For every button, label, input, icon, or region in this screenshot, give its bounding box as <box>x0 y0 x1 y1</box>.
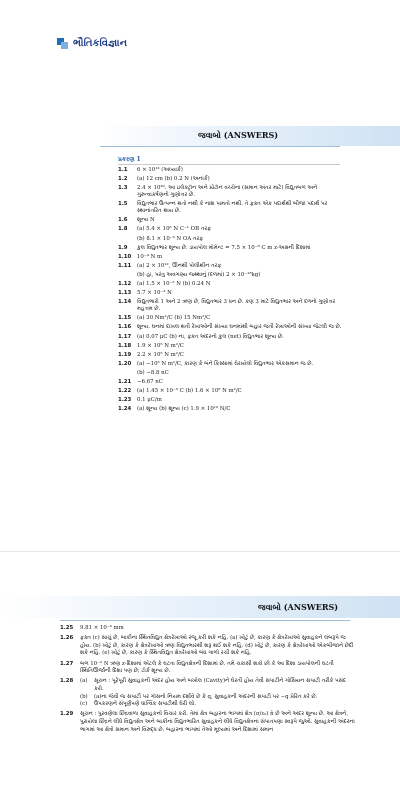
answer-text: (b) −8.8 nC <box>137 369 169 376</box>
answer-text: શૂન્ય N <box>137 217 155 224</box>
answer-row <box>118 388 343 395</box>
answer-row <box>118 254 343 261</box>
answer-text: બળ 10⁻² N ઋણ z-દિશામાં એટલે કે ઘટતા વિદ્યુતક્ષેત્રની દિશામાં છે. તમે ચકાસી શકો છો કે આ દિશા ડાયપોલની ઘટતી સ્થિતિઊર્જાની દિશા પણ છે; ટોર્ક શૂન્ય છે. <box>80 660 334 675</box>
answer-row <box>118 201 343 215</box>
answer-number: 1.22 <box>118 388 132 395</box>
answer-text: 2.2 × 10⁵ N m²/C <box>137 351 184 358</box>
book-brand <box>57 38 127 49</box>
answer-number: 1.12 <box>118 281 132 288</box>
answer-number: 1.29 <box>60 711 74 718</box>
answer-text: (a) 30 Nm²/C (b) 15 Nm²/C <box>137 315 211 322</box>
answer-text: 0.1 μC/m <box>137 397 162 404</box>
subpart-text: ઉપકરણને સંપૂર્ણપણે ધાત્વિક સપાટીથી ઘેરી લો. <box>94 701 196 708</box>
answer-number: 1.24 <box>118 406 132 413</box>
answer-number: 1.11 <box>118 262 132 269</box>
answer-text: (a) 0.07 μC (b) ના, ફક્ત અંદરનો કુલ (net) વિદ્યુતભાર શૂન્ય છે. <box>137 333 284 340</box>
answer-row <box>118 167 343 174</box>
answer-text: 9.81 × 10⁻⁴ mm <box>80 625 124 631</box>
answer-number: 1.21 <box>118 378 132 385</box>
answer-text: શૂન્ય. ઘનમાં દાખલ થતી રેખાઓની સંખ્યા ઘનમાંથી બહાર જતી રેખાઓની સંખ્યા જેટલી જ છે. <box>137 324 342 331</box>
answer-number: 1.28 <box>60 678 74 685</box>
answer-text: (b) હા, પરંતુ અવગણ્ય જથ્થાનું (દળમાં) 2 × 10⁻¹⁸kg) <box>137 271 261 278</box>
answer-number: 1.8 <box>118 226 128 233</box>
answers-heading-rule-2 <box>60 620 350 621</box>
answer-number: 1.6 <box>118 217 128 224</box>
chapter-heading: પ્રકરણ 1 <box>118 156 141 163</box>
subpart-text: સૂચન : પૂરેપૂરી સુવાહકની અંદર હોય અને બખોલ (Cavity)ને ઘેરતી હોય તેવી સપાટીને ગોસિયન સપાટી તરીકે પસંદ કરો. <box>94 678 346 692</box>
answer-text: (a) શૂન્ય (b) શૂન્ય (c) 1.9 × 10¹⁰ N/C <box>137 406 231 413</box>
answers-list <box>118 167 343 415</box>
page-header <box>0 0 400 80</box>
answers-banner-2 <box>0 596 400 618</box>
answer-number: 1.5 <box>118 201 128 208</box>
answer-number: 1.18 <box>118 342 132 349</box>
answer-text: 5.7 × 10⁻³ N <box>137 290 172 297</box>
answer-number: 1.10 <box>118 253 132 260</box>
answer-row <box>118 281 343 288</box>
answer-text: વિદ્યુતભાર ઉત્પન્ન થતો નથી કે નાશ પામતો નથી. તે ફક્ત એક પદાર્થથી બીજા પદાર્થ પર સ્થાનાંતરિત થાય છે. <box>137 201 328 215</box>
answer-row <box>118 272 343 279</box>
answer-number: 1.9 <box>118 244 128 251</box>
answer-row <box>118 324 343 331</box>
answer-text: 10⁻⁴ N m <box>137 253 163 260</box>
answer-row <box>118 185 343 199</box>
answer-number: 1.25 <box>60 625 74 631</box>
answer-number: 1.15 <box>118 315 132 322</box>
answer-subpart <box>80 701 356 709</box>
answer-subpart <box>80 694 356 702</box>
answer-text: (a) 2 × 10¹², ઊનથી પોલીથીન તરફ <box>137 262 222 269</box>
answer-text: (b) 8.1 × 10⁻³ N OA તરફ <box>137 235 204 242</box>
answer-row <box>118 263 343 270</box>
answer-text: (a) −10⁵ N m²/C, કારણ કે બંને કિસ્સામાં ઘેરાયેલો વિદ્યુતભાર એકસમાન જ છે. <box>137 360 314 367</box>
answer-row <box>60 678 356 708</box>
answer-row <box>118 226 343 233</box>
answer-number: 1.3 <box>118 185 128 192</box>
answer-row <box>60 661 356 676</box>
answer-number: 1.2 <box>118 176 128 183</box>
answer-row <box>118 176 343 183</box>
answers-heading: જવાબો (ANSWERS) <box>198 130 279 140</box>
answer-text: −6.67 nC <box>137 378 163 385</box>
book-title: ભૌતિકવિજ્ઞાન <box>73 38 128 49</box>
answer-number: 1.16 <box>118 324 132 331</box>
answer-row <box>118 343 343 350</box>
answer-text: સૂચન : પુરવણેલા છિદ્રવાળા સુવાહકનો વિચાર કરો. તેમાં ક્ષેત્ર બહારના ભાગમાં ક્ષેત્ર (σ/ε₀) n̂ છે અને અંદર શૂન્ય છે. આ ક્ષેત્રને, પુરાયેલા છિદ્રને લીધે વિદ્યુતક્ષેત્ર અને બાકીના વિદ્યુતભારિત સુવાહકને લીધે વિદ્યુતક્ષેત્રના સંપાતપણા સ્વરૂપે જુઓ. સુવાહકની અંદરના ભાગમાં આ ક્ષેત્રો સમાન અને વિરુદ્ધ છે. બહારના ભાગમાં તેઓ મૂલ્યમાં અને દિશામાં સમાન <box>80 711 355 733</box>
answer-row <box>60 711 356 734</box>
answer-text: 1.9 × 10⁵ N m²/C <box>137 342 184 349</box>
answer-row <box>118 379 343 386</box>
answer-number: 1.27 <box>60 660 74 667</box>
answer-number: 1.20 <box>118 360 132 367</box>
answer-row <box>60 625 356 633</box>
answer-number: 1.13 <box>118 290 132 297</box>
answer-row <box>118 352 343 359</box>
answers-heading-2: જવાબો (ANSWERS) <box>258 602 339 612</box>
answer-number: 1.17 <box>118 333 132 340</box>
answer-row <box>118 397 343 404</box>
answer-number: 1.26 <box>60 635 74 642</box>
subpart-label: (b) <box>80 693 88 700</box>
answer-text: (a) 12 cm (b) 0.2 N (અનાર્ક) <box>137 176 210 183</box>
answer-row <box>118 361 343 368</box>
answer-number: 1.19 <box>118 351 132 358</box>
answer-row <box>118 236 343 243</box>
subpart-label: (c) <box>80 701 88 708</box>
answer-text: 2.4 × 10³⁹. આ ઇલેક્ટ્રૉન અને પ્રોટૉન વચ્ચેના (સમાન અંતર માટે) વિદ્યુતબળ અને ગુરુત્વાકર્ષણનો ગુણોત્તર છે. <box>137 185 318 199</box>
answer-text: ફક્ત (c) સાચું છે, બાકીના સ્થિતવિદ્યુત ક્ષેત્રરેખાઓ રજૂ કરી શકે નહિ. (a) ખોટું છે, કારણ કે ક્ષેત્રરેખાઓ સુવાહકને લંબરૂપે જ હોય. (b) ખોટું છે, કારણ કે ક્ષેત્રરેખાઓ ઋણ વિદ્યુતભારથી શરૂ થઈ શકે નહિ. (d) ખોટું છે, કારણ કે ક્ષેત્રરેખાઓ એકબીજાને છેદી શકે નહિ. (e) ખોટું છે, કારણ કે સ્થિતવિદ્યુત ક્ષેત્રરેખાઓ બંધ ગાળો રચી શકે નહિ. <box>80 635 354 657</box>
answer-text: (a) 5.4 × 10⁶ N C⁻¹ OB તરફ <box>137 226 211 233</box>
answer-text: કુલ વિદ્યુતભાર શૂન્ય છે. ડાયપોલ મોમેન્ટ = 7.5 × 10⁻⁸ C m z-અક્ષની દિશામાં <box>137 244 311 251</box>
answers-heading-rule <box>100 146 340 147</box>
page-divider <box>0 551 400 552</box>
answer-number: 1.23 <box>118 397 132 404</box>
answer-subpart <box>80 678 356 693</box>
answer-text: વિદ્યુતભારો 1 અને 2 ઋણ છે, વિદ્યુતભાર 3 ધન છે. કણ 3 માટે વિદ્યુતભાર અને દળનો ગુણોત્તર મહત્તમ છે. <box>137 299 336 313</box>
answer-row <box>118 299 343 313</box>
answer-text: 6 × 10¹³ (અધ્યાર્ક) <box>137 167 183 173</box>
answer-number: 1.14 <box>118 299 132 306</box>
answer-row <box>60 635 356 658</box>
answer-row <box>118 406 343 413</box>
subpart-text: (a)ના જેવી જ સપાટી પર ગૉસનો નિયમ દર્શાવે છે કે q, સુવાહકની અંદરની સપાટી પર −q પ્રેરિત કરે છે. <box>94 693 318 700</box>
answer-row <box>118 290 343 297</box>
book-logo-icon <box>57 38 68 49</box>
answer-row <box>118 217 343 224</box>
answer-text: (a) 1.45 × 10⁻³ C (b) 1.6 × 10⁸ N m²/C <box>137 388 242 395</box>
answer-row <box>118 315 343 322</box>
answers-list-2 <box>60 625 356 737</box>
answer-row <box>118 245 343 252</box>
answer-text: (a) 1.5 × 10⁻² N (b) 0.24 N <box>137 281 211 288</box>
answer-number: 1.1 <box>118 167 128 173</box>
answer-row <box>118 370 343 377</box>
chapter-rule <box>118 164 340 165</box>
answer-row <box>118 334 343 341</box>
subpart-label: (a) <box>80 678 88 685</box>
